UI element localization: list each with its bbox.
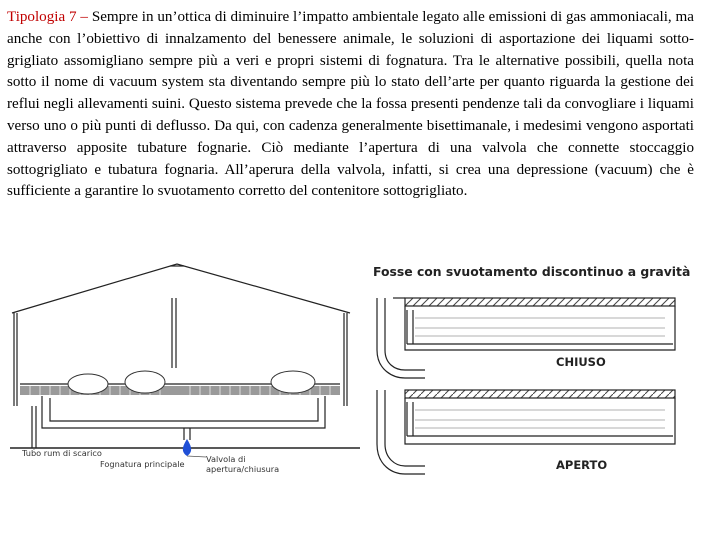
description-paragraph — [7, 7, 694, 203]
paragraph-lead: Tipologia 7 – — [7, 9, 92, 25]
figure-title: Fosse con svuotamento discontinuo a gravità — [373, 264, 691, 279]
paragraph-body: Sempre in un’ottica di diminuire l’impatto ambientale legato alle emissioni di gas ammoniacali, ma anche con l’obiettivo di innalzamento del benessere animale, le soluzioni di asportazione dei liquami sotto-grigliato assomigliano sempre più a veri e propri sistemi di fognatura. Tra le alternative possibili, quella nota sotto il nome di vacuum system sta diventando sempre più lo stato dell’arte per quanto riguarda la gestione dei reflui negli allevamenti suini. Questo sistema prevede che la fossa presenti pendenze tali da convogliare i liquami verso uno o più punti di deflusso. Da qui, con cadenza generalmente bisettimanale, i medesimi vengono asportati attraverso apposite tubature fognarie. Ciò mediante l’apertura di una valvola che connette stoccaggio sottogrigliato e tubatura fognaria. All’aperura della valvola, infatti, si crea una depressione (vacuum) che è sufficiente a garantire lo svuotamento corretto del contenitore sottogrigliato. — [7, 9, 694, 200]
valve-label: Valvola di apertura/chiusura — [206, 454, 280, 474]
main-sewer-label: Fognatura principale — [100, 459, 185, 469]
state-closed-label: CHIUSO — [556, 355, 606, 369]
drain-pipe-label: Tubo rum di scarico — [22, 448, 102, 458]
state-open-label: APERTO — [556, 458, 608, 472]
pit-drainage-diagram — [365, 258, 695, 488]
valve-icon — [183, 439, 191, 456]
